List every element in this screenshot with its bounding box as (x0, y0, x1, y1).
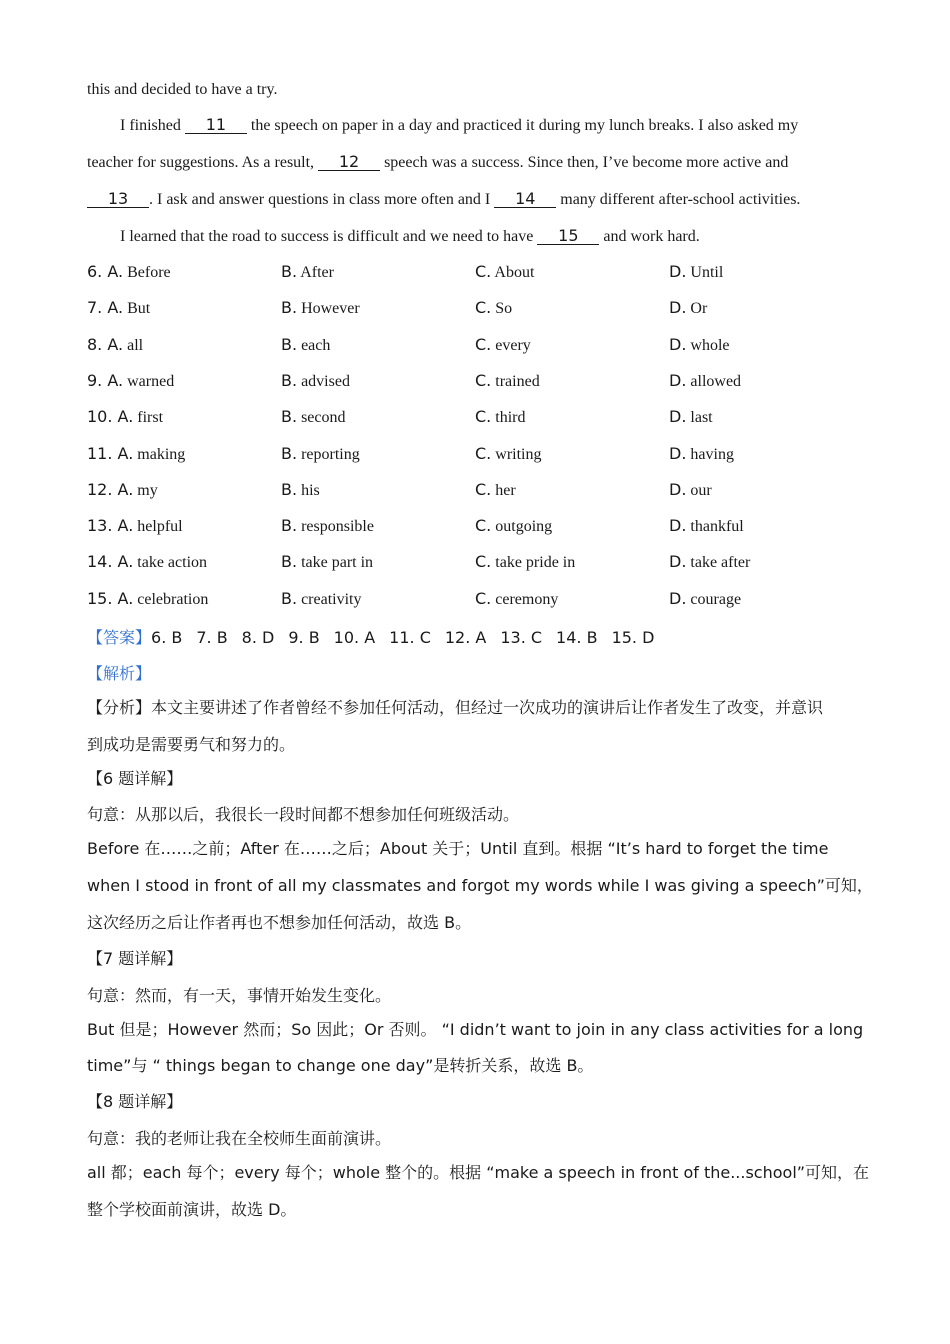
option-label: B. (281, 516, 298, 536)
option-label: D. (669, 407, 687, 427)
option-label: B. (281, 370, 298, 390)
option-10-a (87, 407, 163, 427)
answer-item: 8. D (241, 628, 275, 647)
answer-label: 【答案】 (87, 628, 152, 647)
answer-item: 9. B (288, 628, 320, 647)
q8-sense: 句意：我的老师让我在全校师生面前演讲。 (87, 1129, 392, 1148)
option-label: 9. A. (87, 370, 124, 390)
answer-line (87, 625, 682, 648)
option-6-c (475, 262, 534, 282)
option-text: making (137, 445, 186, 463)
option-label: B. (281, 588, 298, 608)
option-11-b (281, 444, 360, 464)
passage-line-5: I learned that the road to success is difficult and we need to have 15 and work hard. (120, 226, 700, 245)
option-label: C. (475, 479, 492, 499)
q7-line-2: time”与 “ things began to change one day”是转折关系，故选 B。 (87, 1056, 594, 1075)
answer-item: 6. B (151, 628, 183, 647)
option-label: D. (669, 262, 687, 281)
answer-item: 14. B (556, 628, 598, 647)
q7-sense: 句意：然而，有一天，事情开始发生变化。 (87, 986, 392, 1005)
option-label: 11. A. (87, 443, 134, 463)
option-label: B. (281, 552, 298, 572)
option-7-d (669, 298, 707, 318)
option-text: each (301, 336, 331, 354)
option-text: Or (690, 300, 708, 318)
option-text: ceremony (495, 590, 559, 608)
option-label: C. (475, 407, 492, 427)
option-14-b (281, 552, 373, 572)
option-label: 14. A. (87, 552, 134, 572)
q6-line-2: when I stood in front of all my classmates and forgot my words while I was giving a speech”可知， (87, 876, 873, 895)
option-text: advised (301, 372, 350, 390)
option-7-b (281, 298, 360, 318)
option-9-d (669, 371, 741, 391)
option-text: However (301, 300, 360, 318)
option-12-a (87, 480, 158, 500)
option-text: Before (127, 264, 171, 281)
option-text: having (690, 445, 734, 463)
analysis-label: 【解析】 (87, 664, 152, 683)
option-label: B. (281, 479, 298, 499)
option-text: take part in (301, 554, 374, 572)
option-label: D. (669, 443, 687, 463)
answer-item: 10. A (333, 628, 376, 647)
option-text: allowed (690, 372, 742, 390)
option-label: C. (475, 370, 492, 390)
blank-11: 11 (185, 116, 247, 134)
option-label: 13. A. (87, 516, 134, 536)
option-8-a (87, 335, 143, 355)
option-8-c (475, 335, 531, 355)
answer-item: 15. D (611, 628, 655, 647)
option-text: take pride in (495, 554, 576, 572)
option-text: warned (127, 372, 175, 390)
option-text: creativity (301, 590, 362, 608)
option-label: D. (669, 479, 687, 499)
q7-line-1: But 但是；However 然而；So 因此；Or 否则。 “I didn’t want to join in any class activities for a long (87, 1020, 864, 1039)
option-text: our (690, 481, 712, 499)
option-text: thankful (690, 518, 744, 536)
answer-items (151, 628, 668, 647)
answer-item: 13. C (500, 628, 543, 647)
passage-line-1: this and decided to have a try. (87, 81, 278, 98)
option-label: C. (475, 443, 492, 463)
option-10-d (669, 407, 713, 427)
passage-line-4: 13 . I ask and answer questions in class more often and I 14 many different after-school activities. (87, 190, 800, 209)
blank-12: 12 (318, 153, 380, 171)
option-label: D. (669, 298, 687, 318)
option-text: every (495, 336, 531, 354)
option-13-d (669, 516, 744, 536)
option-label: C. (475, 262, 492, 281)
q6-sense: 句意：从那以后，我很长一段时间都不想参加任何班级活动。 (87, 805, 520, 824)
q8-line-2: 整个学校面前演讲，故选 D。 (87, 1200, 297, 1219)
option-label: 7. A. (87, 298, 124, 318)
passage-line-3: teacher for suggestions. As a result, 12 speech was a success. Since then, I’ve become more active and (87, 152, 789, 171)
option-label: C. (475, 334, 492, 354)
option-label: 15. A. (87, 588, 134, 608)
option-6-a (87, 262, 171, 282)
option-label: B. (281, 407, 298, 427)
option-label: C. (475, 588, 492, 608)
option-label: D. (669, 552, 687, 572)
option-text: trained (495, 372, 540, 390)
option-15-a (87, 589, 208, 609)
option-15-b (281, 589, 361, 609)
option-text: celebration (137, 590, 209, 608)
option-label: D. (669, 334, 687, 354)
fenxi-line-2: 到成功是需要勇气和努力的。 (87, 735, 296, 754)
option-9-b (281, 371, 350, 391)
option-text: outgoing (495, 518, 553, 536)
option-7-c (475, 298, 512, 318)
option-12-c (475, 480, 516, 500)
option-text: first (137, 409, 164, 427)
answer-item: 11. C (389, 628, 431, 647)
option-11-c (475, 444, 541, 464)
option-8-b (281, 335, 330, 355)
option-label: C. (475, 552, 492, 572)
option-text: last (690, 409, 713, 427)
option-11-a (87, 444, 185, 464)
option-label: B. (281, 298, 298, 318)
option-text: my (137, 481, 158, 499)
option-label: D. (669, 588, 687, 608)
option-6-d (669, 262, 723, 282)
answer-item: 7. B (196, 628, 228, 647)
option-8-d (669, 335, 730, 355)
option-label: B. (281, 443, 298, 463)
blank-15: 15 (537, 227, 599, 245)
option-text: After (300, 264, 334, 281)
option-label: B. (281, 262, 298, 281)
q6-line-3: 这次经历之后让作者再也不想参加任何活动，故选 B。 (87, 913, 472, 932)
option-label: 8. A. (87, 334, 124, 354)
option-text: So (495, 300, 513, 318)
option-text: second (301, 409, 346, 427)
option-text: courage (690, 590, 742, 608)
q6-heading: 【6 题详解】 (87, 769, 183, 788)
option-text: her (495, 481, 516, 499)
option-label: D. (669, 516, 687, 536)
q6-line-1: Before 在……之前；After 在……之后；About 关于；Until 直到。根据 “It’s hard to forget the time (87, 839, 829, 858)
passage-line-2: I finished 11 the speech on paper in a day and practiced it during my lunch breaks. I also asked my (120, 115, 799, 134)
option-14-c (475, 552, 575, 572)
option-text: third (495, 409, 526, 427)
option-14-d (669, 552, 750, 572)
option-10-b (281, 407, 346, 427)
option-12-d (669, 480, 712, 500)
option-12-b (281, 480, 320, 500)
q8-line-1: all 都；each 每个；every 每个；whole 整个的。根据 “make a speech in front of the...school”可知，在 (87, 1163, 870, 1182)
option-text: But (127, 300, 151, 318)
option-9-a (87, 371, 174, 391)
option-15-d (669, 589, 741, 609)
answer-item: 12. A (444, 628, 487, 647)
option-text: take after (690, 554, 751, 572)
fenxi-line-1: 【分析】本文主要讲述了作者曾经不参加任何活动，但经过一次成功的演讲后让作者发生了改变，并意识 (87, 698, 824, 717)
option-text: writing (495, 445, 542, 463)
option-label: C. (475, 516, 492, 536)
q8-heading: 【8 题详解】 (87, 1092, 183, 1111)
option-text: his (301, 481, 320, 499)
option-label: D. (669, 370, 687, 390)
option-label: 12. A. (87, 479, 134, 499)
option-13-a (87, 516, 183, 536)
q7-heading: 【7 题详解】 (87, 949, 183, 968)
option-9-c (475, 371, 540, 391)
option-text: About (494, 264, 535, 281)
option-14-a (87, 552, 207, 572)
option-text: take action (137, 554, 208, 572)
option-text: reporting (301, 445, 360, 463)
option-13-c (475, 516, 552, 536)
option-label: C. (475, 298, 492, 318)
option-text: all (127, 336, 144, 354)
option-6-b (281, 262, 334, 282)
option-label: 10. A. (87, 407, 134, 427)
option-text: helpful (137, 518, 183, 536)
blank-13: 13 (87, 190, 149, 208)
option-13-b (281, 516, 374, 536)
option-15-c (475, 589, 558, 609)
option-11-d (669, 444, 734, 464)
option-text: Until (690, 264, 724, 281)
option-label: 6. A. (87, 262, 124, 281)
blank-14: 14 (494, 190, 556, 208)
option-label: B. (281, 334, 298, 354)
option-7-a (87, 298, 150, 318)
option-text: responsible (301, 518, 374, 536)
option-text: whole (690, 336, 730, 354)
option-10-c (475, 407, 525, 427)
